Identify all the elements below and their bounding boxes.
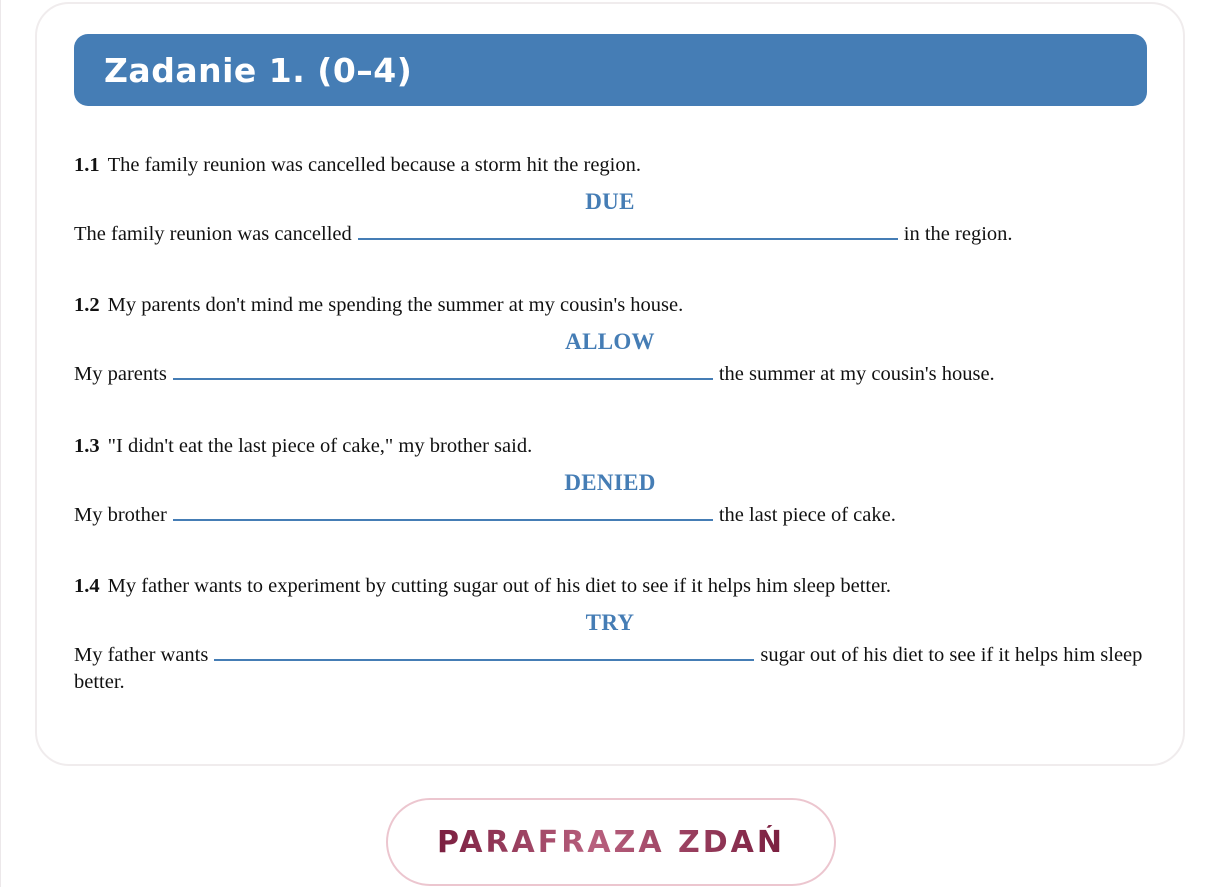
- answer-blank[interactable]: [173, 361, 713, 380]
- task-number: 1.1: [74, 154, 100, 176]
- task-title: Zadanie 1. (0–4): [104, 50, 413, 90]
- answer-blank[interactable]: [358, 221, 898, 240]
- task-keyword: DENIED: [564, 470, 656, 495]
- task-rewrite: [74, 221, 1149, 248]
- answer-blank[interactable]: [173, 502, 713, 521]
- task-keyword: ALLOW: [565, 329, 655, 354]
- task-sentence: The family reunion was cancelled because a storm hit the region.: [107, 154, 641, 176]
- rewrite-after: the last piece of cake.: [718, 504, 896, 526]
- rewrite-after: sugar out of his diet to see if it helps him sleep better.: [74, 644, 1143, 693]
- task-keyword: DUE: [585, 189, 635, 214]
- task-item-1-4: [74, 573, 1149, 696]
- rewrite-before: My parents: [74, 363, 167, 385]
- task-keyword: TRY: [585, 610, 635, 635]
- rewrite-before: The family reunion was cancelled: [74, 223, 352, 245]
- rewrite-after: in the region.: [903, 223, 1013, 245]
- task-number: 1.3: [74, 435, 100, 457]
- task-number: 1.4: [74, 575, 100, 597]
- task-item-1-2: [74, 292, 1149, 388]
- task-prompt: [74, 152, 1149, 178]
- task-sentence: "I didn't eat the last piece of cake," my brother said.: [107, 435, 533, 457]
- task-item-1-1: [74, 152, 1149, 248]
- task-prompt: [74, 292, 1149, 318]
- task-sentence: My parents don't mind me spending the summer at my cousin's house.: [107, 294, 684, 316]
- paraphrase-button[interactable]: [386, 798, 836, 886]
- task-sentence: My father wants to experiment by cutting sugar out of his diet to see if it helps him sleep better.: [107, 575, 892, 597]
- rewrite-before: My brother: [74, 504, 167, 526]
- paraphrase-button-label: PARAFRAZA ZDAŃ: [437, 824, 785, 860]
- task-rewrite: [74, 642, 1149, 696]
- task-rewrite: [74, 502, 1149, 529]
- task-header: [74, 34, 1147, 106]
- task-number: 1.2: [74, 294, 100, 316]
- task-item-1-3: [74, 433, 1149, 529]
- task-rewrite: [74, 361, 1149, 388]
- task-prompt: [74, 573, 1149, 599]
- task-prompt: [74, 433, 1149, 459]
- rewrite-before: My father wants: [74, 644, 209, 666]
- rewrite-after: the summer at my cousin's house.: [718, 363, 995, 385]
- answer-blank[interactable]: [214, 642, 754, 661]
